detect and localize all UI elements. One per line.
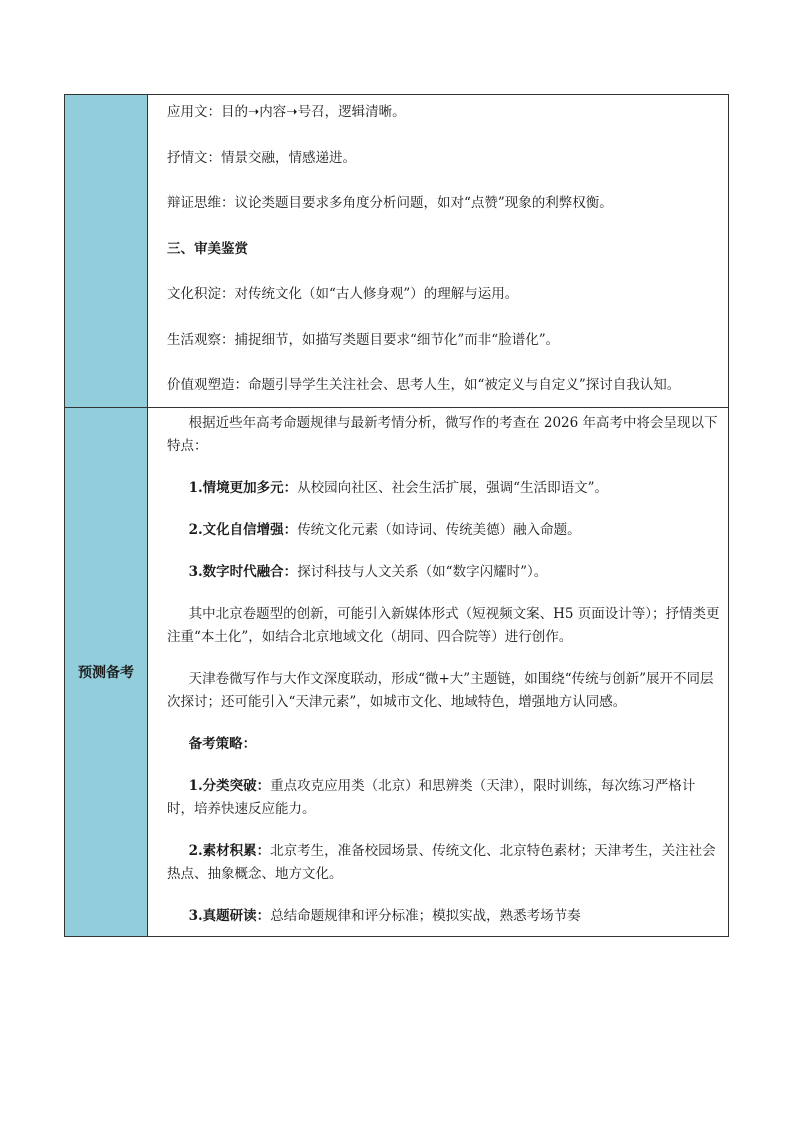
table-row [65,95,729,408]
section-heading: 三、审美鉴赏 [167,240,248,257]
item-head: 1.情境更加多元： [188,480,298,496]
item-body: 从校园向社区、社会生活扩展，强调“生活即语文”。 [297,480,608,496]
row-label-cell [65,408,148,937]
strategy-title: 备考策略： [188,736,257,752]
item-body: 总结命题规律和评分标准；模拟实战，熟悉考场节奏 [270,908,581,924]
paragraph-beijing: 其中北京卷题型的创新，可能引入新媒体形式（短视频文案、H5 页面设计等）；抒情类更注重“本土化”，如结合北京地域文化（胡同、四合院等）进行创作。 [167,606,720,645]
item-head: 2.文化自信增强： [188,522,298,538]
text-line: 辩证思维：议论类题目要求多角度分析问题，如对“点赞”现象的利弊权衡。 [167,195,613,211]
text-line: 生活观察：捕捉细节，如描写类题目要求“细节化”而非“脸谱化”。 [167,331,560,348]
paragraph-tianjin: 天津卷微写作与大作文深度联动，形成“微+大”主题链，如围绕“传统与创新”展开不同层次探讨；还可能引入“天津元素”，如城市文化、地域特色，增强地方认同感。 [167,671,714,710]
paragraph-intro: 根据近些年高考命题规律与最新考情分析，微写作的考查在 2026 年高考中将会呈现以下特点： [167,415,718,454]
item-head: 2.素材积累： [188,843,271,859]
item-head: 1.分类突破： [188,778,271,794]
content-table [64,94,729,937]
text-line: 抒情文：情景交融，情感递进。 [167,149,356,166]
row-content-cell [148,408,729,937]
list-item [148,519,722,542]
list-item [148,477,722,500]
item-body: 重点攻克应用类（北京）和思辨类（天津），限时训练，每次练习严格计时，培养快速反应能力。 [167,778,696,817]
item-body: 北京考生，准备校园场景、传统文化、北京特色素材；天津考生，关注社会热点、抽象概念、地方文化。 [167,843,716,882]
list-item [148,905,722,928]
item-head: 3.真题研读： [188,908,271,924]
row-label: 预测备考 [78,665,134,681]
item-head: 3.数字时代融合： [188,564,298,580]
row-label-cell [65,95,148,408]
item-body: 探讨科技与人文关系（如“数字闪耀时”）。 [297,564,548,580]
list-item [148,775,722,821]
text-line: 价值观塑造：命题引导学生关注社会、思考人生，如“被定义与自定义”探讨自我认知。 [167,377,681,393]
text-line: 文化积淀：对传统文化（如“古人修身观”）的理解与运用。 [167,286,519,302]
table-row [65,408,729,937]
item-body: 传统文化元素（如诗词、传统美德）融入命题。 [297,522,581,538]
text-line: 应用文：目的➝内容➝号召，逻辑清晰。 [167,104,406,120]
list-item [148,840,722,886]
list-item [148,561,722,584]
row-content-cell [148,95,729,408]
